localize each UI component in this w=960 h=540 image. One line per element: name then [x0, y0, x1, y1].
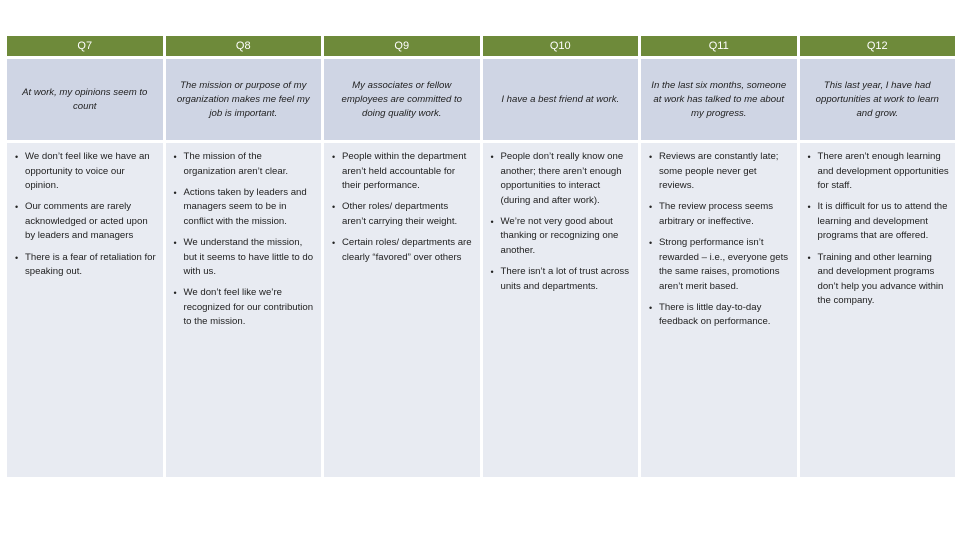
column-header-q9: Q9	[324, 36, 480, 56]
question-q10: I have a best friend at work.	[483, 59, 639, 140]
issue-item: • Other roles/ departments aren’t carrying their weight.	[330, 200, 474, 229]
column-header-q8: Q8	[166, 36, 322, 56]
issue-item: • There isn’t a lot of trust across units and departments.	[489, 265, 633, 294]
issue-list	[806, 150, 950, 309]
issue-item: • Strong performance isn’t rewarded – i.e., everyone gets the same raises, promotions aren’t merit based.	[647, 236, 791, 294]
issue-item: • It is difficult for us to attend the learning and development programs that are offered.	[806, 200, 950, 244]
issues-q12	[800, 143, 956, 477]
column-header-q7: Q7	[7, 36, 163, 56]
issue-item: • There is a fear of retaliation for speaking out.	[13, 251, 157, 280]
issues-q8	[166, 143, 322, 477]
column-header-q11: Q11	[641, 36, 797, 56]
question-q11: In the last six months, someone at work has talked to me about my progress.	[641, 59, 797, 140]
column-header-q10: Q10	[483, 36, 639, 56]
issue-item: • People don’t really know one another; there aren’t enough opportunities to interact (during and after work).	[489, 150, 633, 208]
issue-list	[647, 150, 791, 330]
issue-list	[330, 150, 474, 265]
issues-q7	[7, 143, 163, 477]
gallup-q12-table	[7, 36, 955, 477]
issue-list	[172, 150, 316, 330]
issue-item: • People within the department aren’t held accountable for their performance.	[330, 150, 474, 194]
issues-q9	[324, 143, 480, 477]
issue-item: • There is little day-to-day feedback on performance.	[647, 301, 791, 330]
question-q7: At work, my opinions seem to count	[7, 59, 163, 140]
issue-item: • We understand the mission, but it seems to have little to do with us.	[172, 236, 316, 280]
issue-item: • Certain roles/ departments are clearly “favored” over others	[330, 236, 474, 265]
issue-item: • Training and other learning and development programs don’t help you advance within the company.	[806, 251, 950, 309]
issue-item: • The mission of the organization aren’t clear.	[172, 150, 316, 179]
issue-list	[489, 150, 633, 294]
issue-item: • There aren’t enough learning and development opportunities for staff.	[806, 150, 950, 194]
issue-item: • Actions taken by leaders and managers seem to be in conflict with the mission.	[172, 186, 316, 230]
issues-q11	[641, 143, 797, 477]
column-header-q12: Q12	[800, 36, 956, 56]
issue-item: • Our comments are rarely acknowledged or acted upon by leaders and managers	[13, 200, 157, 244]
question-q8: The mission or purpose of my organization makes me feel my job is important.	[166, 59, 322, 140]
issues-q10	[483, 143, 639, 477]
issue-item: • We’re not very good about thanking or recognizing one another.	[489, 215, 633, 259]
question-q12: This last year, I have had opportunities at work to learn and grow.	[800, 59, 956, 140]
issue-item: • Reviews are constantly late; some people never get reviews.	[647, 150, 791, 194]
issue-list	[13, 150, 157, 280]
issue-item: • We don’t feel like we have an opportunity to voice our opinion.	[13, 150, 157, 194]
issue-item: • The review process seems arbitrary or ineffective.	[647, 200, 791, 229]
issue-item: • We don’t feel like we’re recognized for our contribution to the mission.	[172, 286, 316, 330]
question-q9: My associates or fellow employees are committed to doing quality work.	[324, 59, 480, 140]
